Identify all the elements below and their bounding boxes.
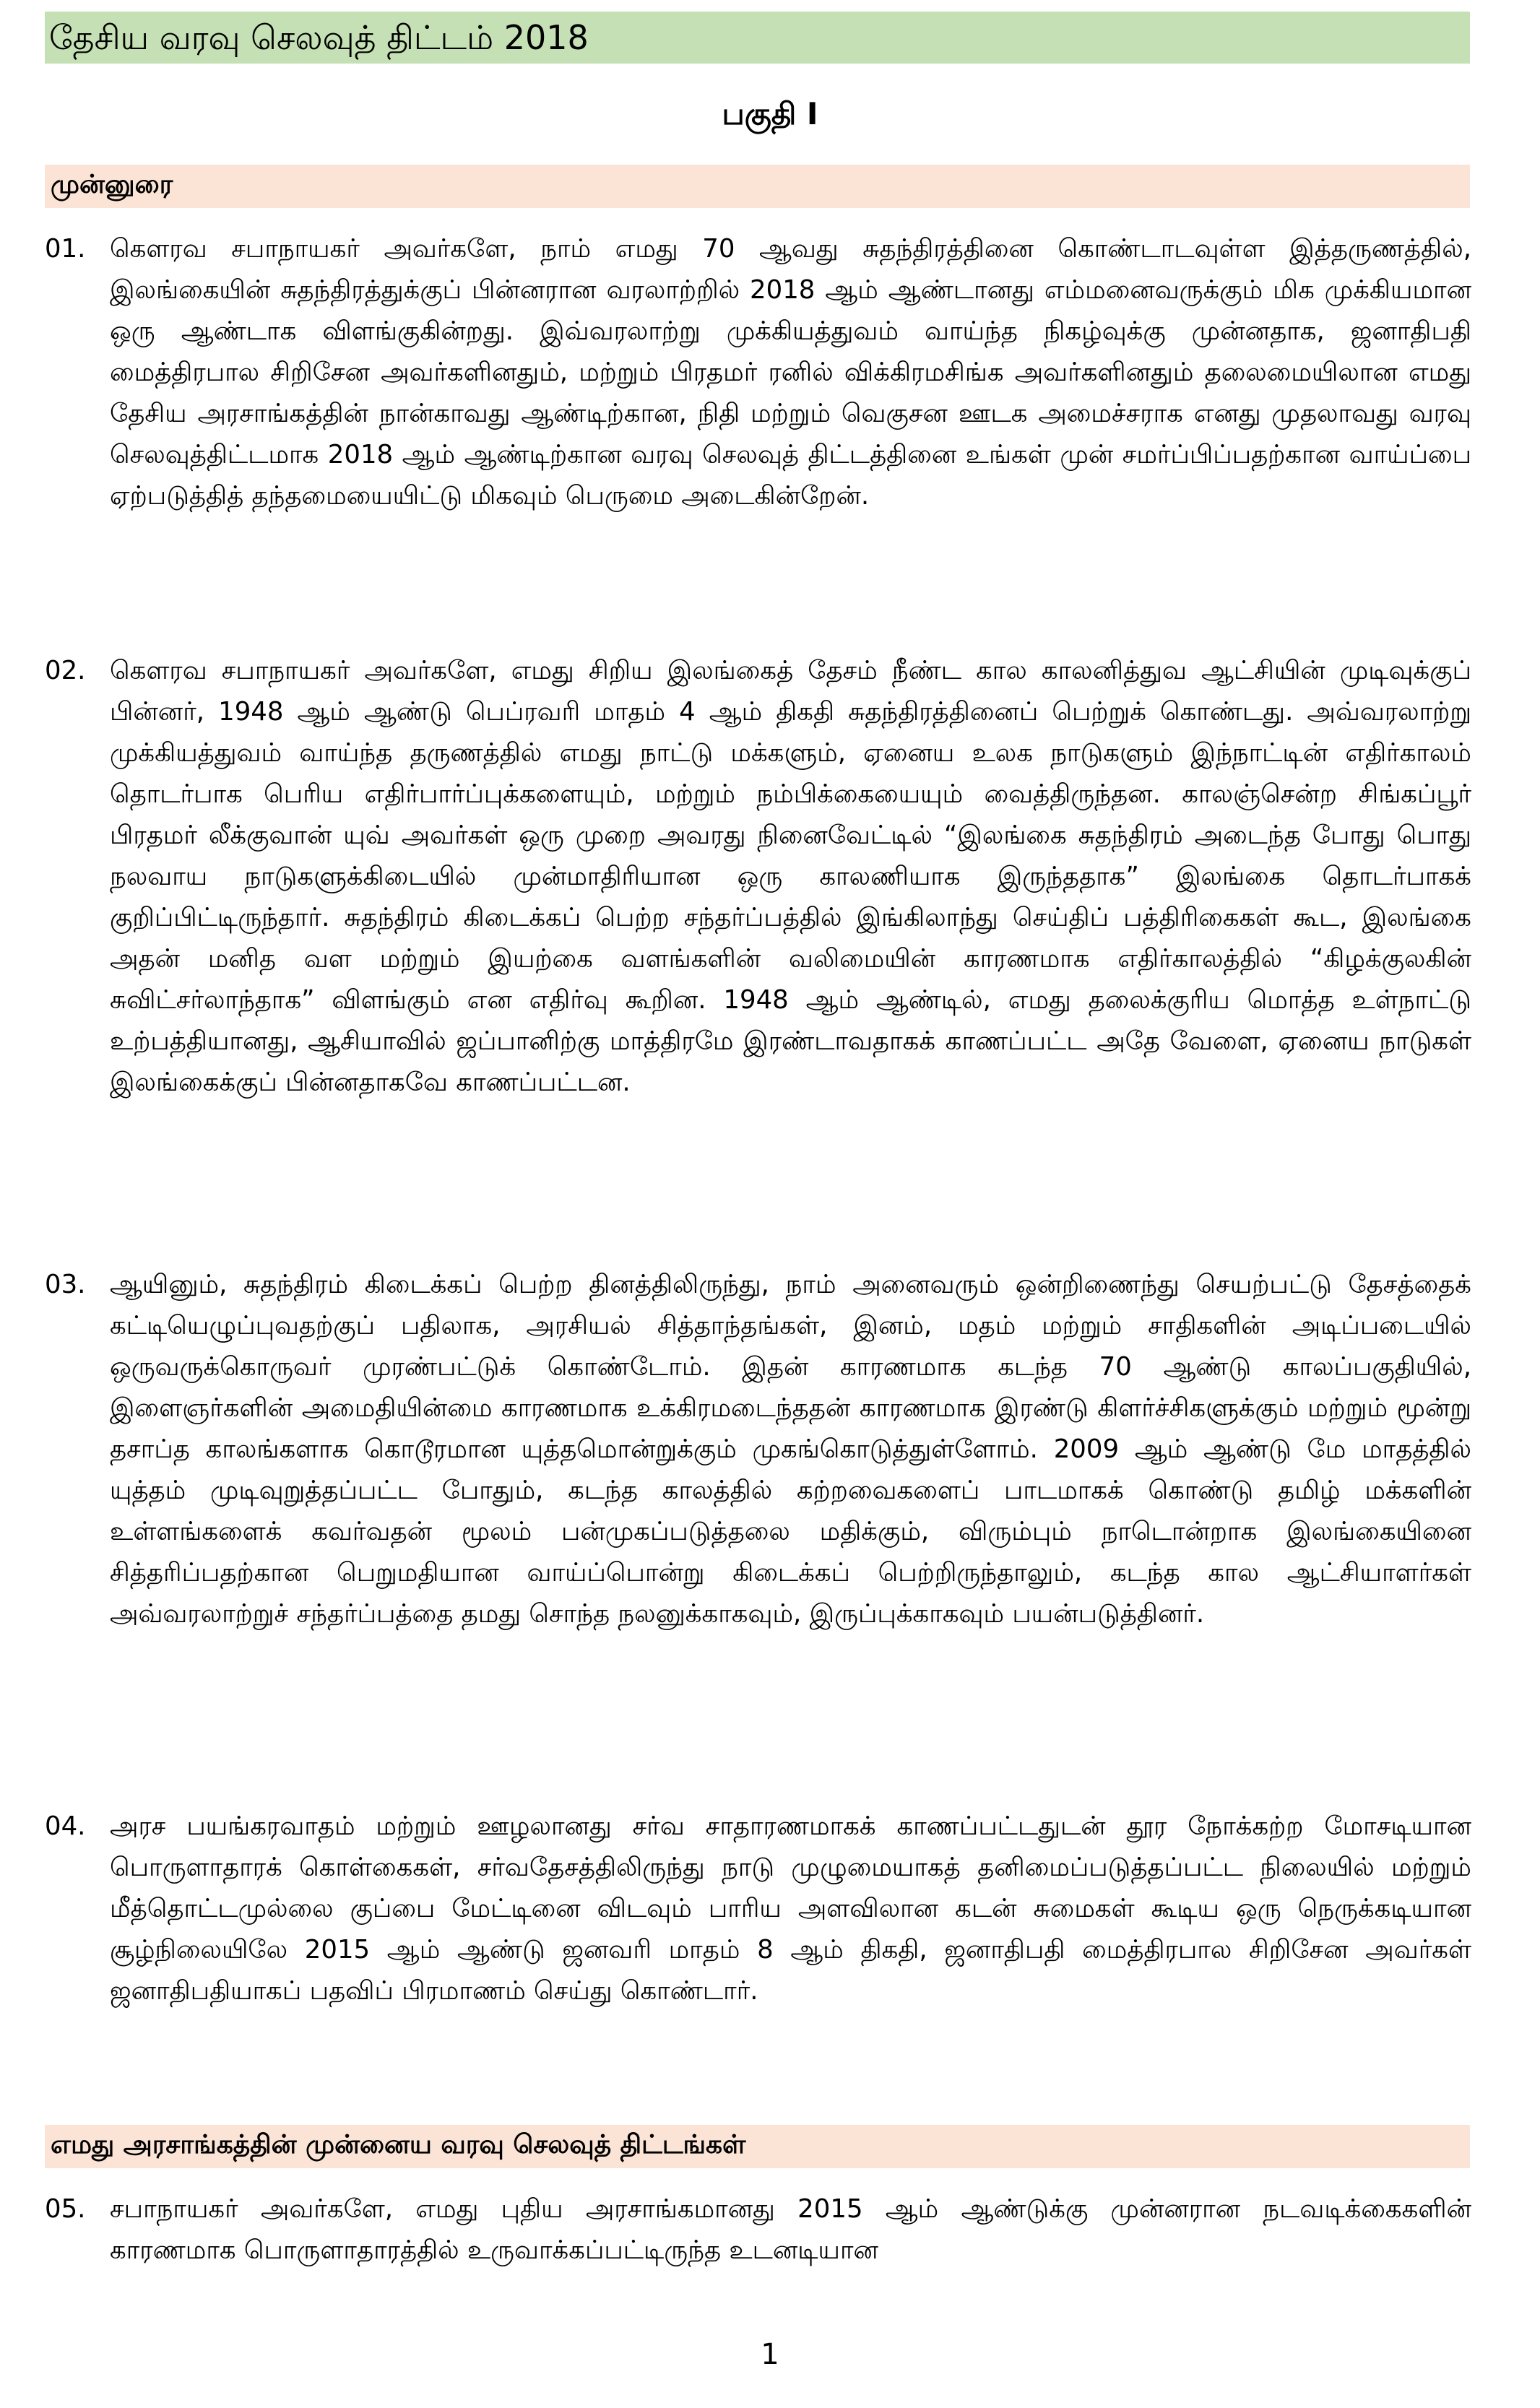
document-title: தேசிய வரவு செலவுத் திட்டம் 2018 [45,12,1470,64]
paragraph-02 [45,650,1471,1103]
paragraph-number: 03. [45,1270,86,1299]
part-heading: பகுதி I [722,96,818,131]
paragraph-text: ஆயினும், சுதந்திரம் கிடைக்கப் பெற்ற தினத்திலிருந்து, நாம் அனைவரும் ஒன்றிணைந்து செயற்பட்டு தேசத்தைக் கட்டியெழுப்புவதற்குப் பதிலாக, அரசியல் சித்தாந்தங்கள், இனம், மதம் மற்றும் சாதிகளின் அடிப்படையில் ஒருவருக்கொருவர் முரண்பட்டுக் கொண்டோம். இதன் காரணமாக கடந்த 70 ஆண்டு காலப்பகுதியில், இளைஞர்களின் அமைதியின்மை காரணமாக உக்கிரமடைந்ததன் காரணமாக இரண்டு கிளர்ச்சிகளுக்கும் மற்றும் மூன்று தசாப்த காலங்களாக கொடூரமான யுத்தமொன்றுக்கும் முகங்கொடுத்துள்ளோம். 2009 ஆம் ஆண்டு மே மாதத்தில் யுத்தம் முடிவுறுத்தப்பட்ட போதும், கடந்த காலத்தில் கற்றவைகளைப் பாடமாகக் கொண்டு தமிழ் மக்களின் உள்ளங்களைக் கவர்வதன் மூலம் பன்முகப்படுத்தலை மதிக்கும், விரும்பும் நாடொன்றாக இலங்கையினை சித்தரிப்பதற்கான பெறுமதியான வாய்ப்பொன்று கிடைக்கப் பெற்றிருந்தாலும், கடந்த கால ஆட்சியாளர்கள் அவ்வரலாற்றுச் சந்தர்ப்பத்தை தமது சொந்த நலனுக்காகவும், இருப்புக்காகவும் பயன்படுத்தினர். [110,1270,1471,1629]
paragraph-number: 01. [45,234,86,264]
paragraph-number: 04. [45,1811,86,1841]
paragraph-01 [45,228,1471,516]
section-heading-introduction: முன்னுரை [45,165,1470,208]
paragraph-number: 02. [45,656,86,685]
section-heading-previous-budgets: எமது அரசாங்கத்தின் முன்னைய வரவு செலவுத் திட்டங்கள் [45,2125,1470,2168]
paragraph-04 [45,1806,1471,2011]
paragraph-text: கௌரவ சபாநாயகர் அவர்களே, எமது சிறிய இலங்கைத் தேசம் நீண்ட கால காலனித்துவ ஆட்சியின் முடிவுக்குப் பின்னர், 1948 ஆம் ஆண்டு பெப்ரவரி மாதம் 4 ஆம் திகதி சுதந்திரத்தினைப் பெற்றுக் கொண்டது. அவ்வரலாற்று முக்கியத்துவம் வாய்ந்த தருணத்தில் எமது நாட்டு மக்களும், ஏனைய உலக நாடுகளும் இந்நாட்டின் எதிர்காலம் தொடர்பாக பெரிய எதிர்பார்ப்புக்களையும், மற்றும் நம்பிக்கையையும் வைத்திருந்தன. காலஞ்சென்ற சிங்கப்பூர் பிரதமர் லீக்குவான் யுவ் அவர்கள் ஒரு முறை அவரது நினைவேட்டில் “இலங்கை சுதந்திரம் அடைந்த போது பொது நலவாய நாடுகளுக்கிடையில் முன்மாதிரியான ஒரு காலணியாக இருந்ததாக” இலங்கை தொடர்பாகக் குறிப்பிட்டிருந்தார். சுதந்திரம் கிடைக்கப் பெற்ற சந்தர்ப்பத்தில் இங்கிலாந்து செய்திப் பத்திரிகைகள் கூட, இலங்கை அதன் மனித வள மற்றும் இயற்கை வளங்களின் வலிமையின் காரணமாக எதிர்காலத்தில் “கிழக்குலகின் சுவிட்சர்லாந்தாக” விளங்கும் என எதிர்வு கூறின. 1948 ஆம் ஆண்டில், எமது தலைக்குரிய மொத்த உள்நாட்டு உற்பத்தியானது, ஆசியாவில் ஜப்பானிற்கு மாத்திரமே இரண்டாவதாகக் காணப்பட்ட அதே வேளை, ஏனைய நாடுகள் இலங்கைக்குப் பின்னதாகவே காணப்பட்டன. [110,656,1471,1097]
paragraph-03 [45,1264,1471,1634]
paragraph-text: கௌரவ சபாநாயகர் அவர்களே, நாம் எமது 70 ஆவது சுதந்திரத்தினை கொண்டாடவுள்ள இத்தருணத்தில், இலங்கையின் சுதந்திரத்துக்குப் பின்னரான வரலாற்றில் 2018 ஆம் ஆண்டானது எம்மனைவருக்கும் மிக முக்கியமான ஒரு ஆண்டாக விளங்குகின்றது. இவ்வரலாற்று முக்கியத்துவம் வாய்ந்த நிகழ்வுக்கு முன்னதாக, ஜனாதிபதி மைத்திரபால சிறிசேன அவர்களினதும், மற்றும் பிரதமர் ரனில் விக்கிரமசிங்க அவர்களினதும் தலைமையிலான எமது தேசிய அரசாங்கத்தின் நான்காவது ஆண்டிற்கான, நிதி மற்றும் வெகுசன ஊடக அமைச்சராக எனது முதலாவது வரவு செலவுத்திட்டமாக 2018 ஆம் ஆண்டிற்கான வரவு செலவுத் திட்டத்தினை உங்கள் முன் சமர்ப்பிப்பதற்கான வாய்ப்பை ஏற்படுத்தித் தந்தமையையிட்டு மிகவும் பெருமை அடைகின்றேன். [110,234,1471,511]
paragraph-text: சபாநாயகர் அவர்களே, எமது புதிய அரசாங்கமானது 2015 ஆம் ஆண்டுக்கு முன்னரான நடவடிக்கைகளின் காரணமாக பொருளாதாரத்தில் உருவாக்கப்பட்டிருந்த உடனடியான [110,2194,1471,2265]
page-number: 1 [761,2338,779,2371]
paragraph-number: 05. [45,2194,86,2224]
paragraph-text: அரச பயங்கரவாதம் மற்றும் ஊழலானது சர்வ சாதாரணமாகக் காணப்பட்டதுடன் தூர நோக்கற்ற மோசடியான பொருளாதாரக் கொள்கைகள், சர்வதேசத்திலிருந்து நாடு முழுமையாகத் தனிமைப்படுத்தப்பட்ட நிலையில் மற்றும் மீத்தொட்டமுல்லை குப்பை மேட்டினை விடவும் பாரிய அளவிலான கடன் சுமைகள் கூடிய ஒரு நெருக்கடியான சூழ்நிலையிலே 2015 ஆம் ஆண்டு ஜனவரி மாதம் 8 ஆம் திகதி, ஜனாதிபதி மைத்திரபால சிறிசேன அவர்கள் ஜனாதிபதியாகப் பதவிப் பிரமாணம் செய்து கொண்டார். [110,1811,1471,2006]
paragraph-05 [45,2188,1471,2271]
